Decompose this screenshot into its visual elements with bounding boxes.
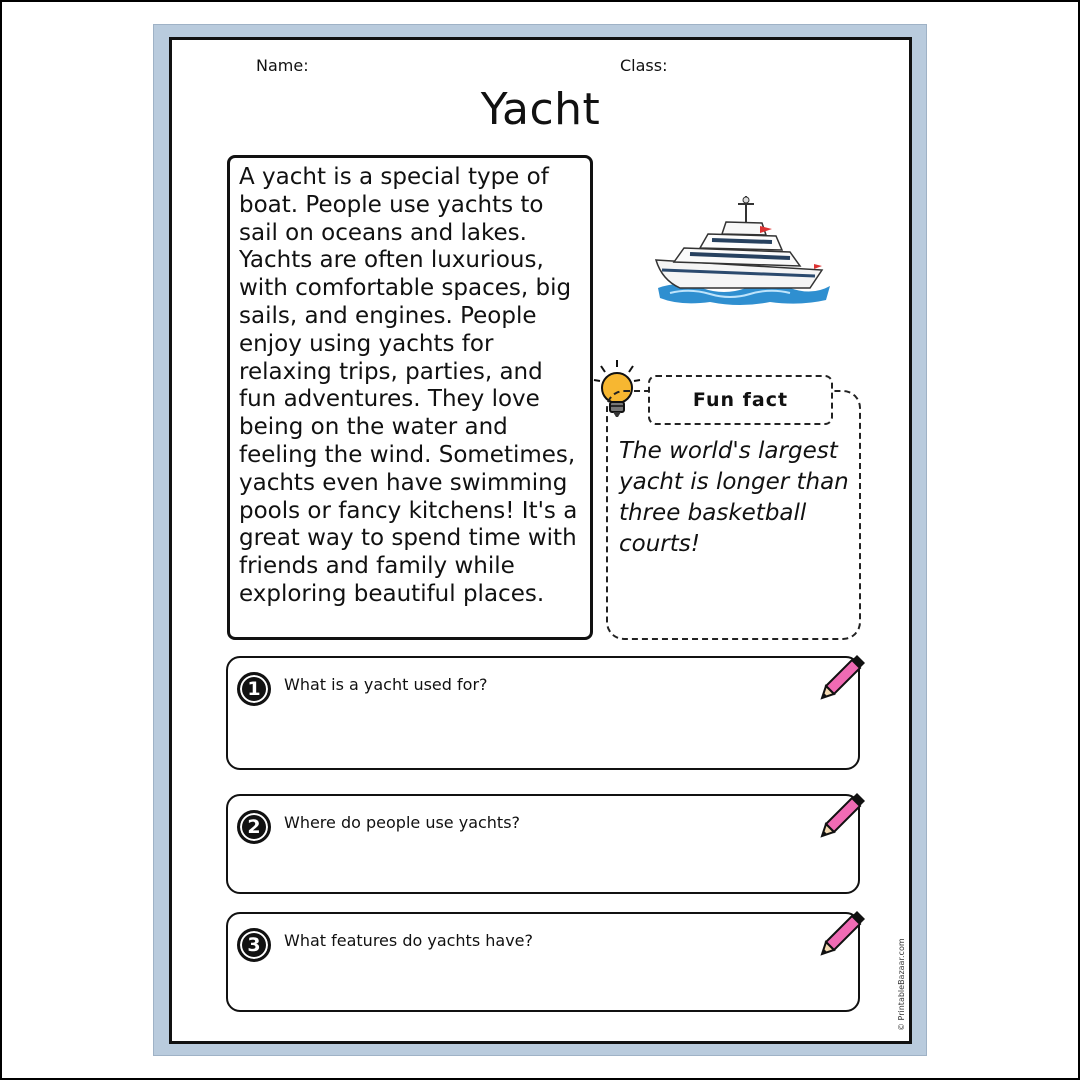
- question-number-1: 1: [237, 672, 271, 706]
- pencil-icon: [814, 786, 868, 840]
- question-number-3: 3: [237, 928, 271, 962]
- question-box-2[interactable]: [226, 794, 860, 894]
- question-number-2: 2: [237, 810, 271, 844]
- fun-fact-text: The world's largest yacht is longer than three basketball courts!: [619, 438, 849, 557]
- passage-text: A yacht is a special type of boat. People use yachts to sail on oceans and lakes. Yachts are often luxurious, with comfortable spaces, big sails, and engines. People enjoy using yachts for relaxing trips, parties, and fun adventures. They love being on the water and feeling the wind. Sometimes, yachts even have swimming pools or fancy kitchens! It's a great way to spend time with friends and family while exploring beautiful places.: [239, 164, 578, 607]
- question-text-3: What features do yachts have?: [284, 931, 533, 950]
- name-label: Name:: [256, 56, 309, 75]
- page-title: Yacht: [480, 84, 601, 135]
- question-text-2: Where do people use yachts?: [284, 813, 521, 832]
- question-box-3[interactable]: [226, 912, 860, 1012]
- question-text-1: What is a yacht used for?: [284, 675, 488, 694]
- yacht-icon: [650, 190, 835, 315]
- passage-box: [227, 155, 593, 640]
- fun-fact-heading: Fun fact: [648, 375, 833, 425]
- pencil-icon: [814, 904, 868, 958]
- class-label: Class:: [620, 56, 668, 75]
- question-box-1[interactable]: [226, 656, 860, 770]
- credit-text: © PrintableBazaar.com: [897, 938, 906, 1031]
- pencil-icon: [814, 648, 868, 702]
